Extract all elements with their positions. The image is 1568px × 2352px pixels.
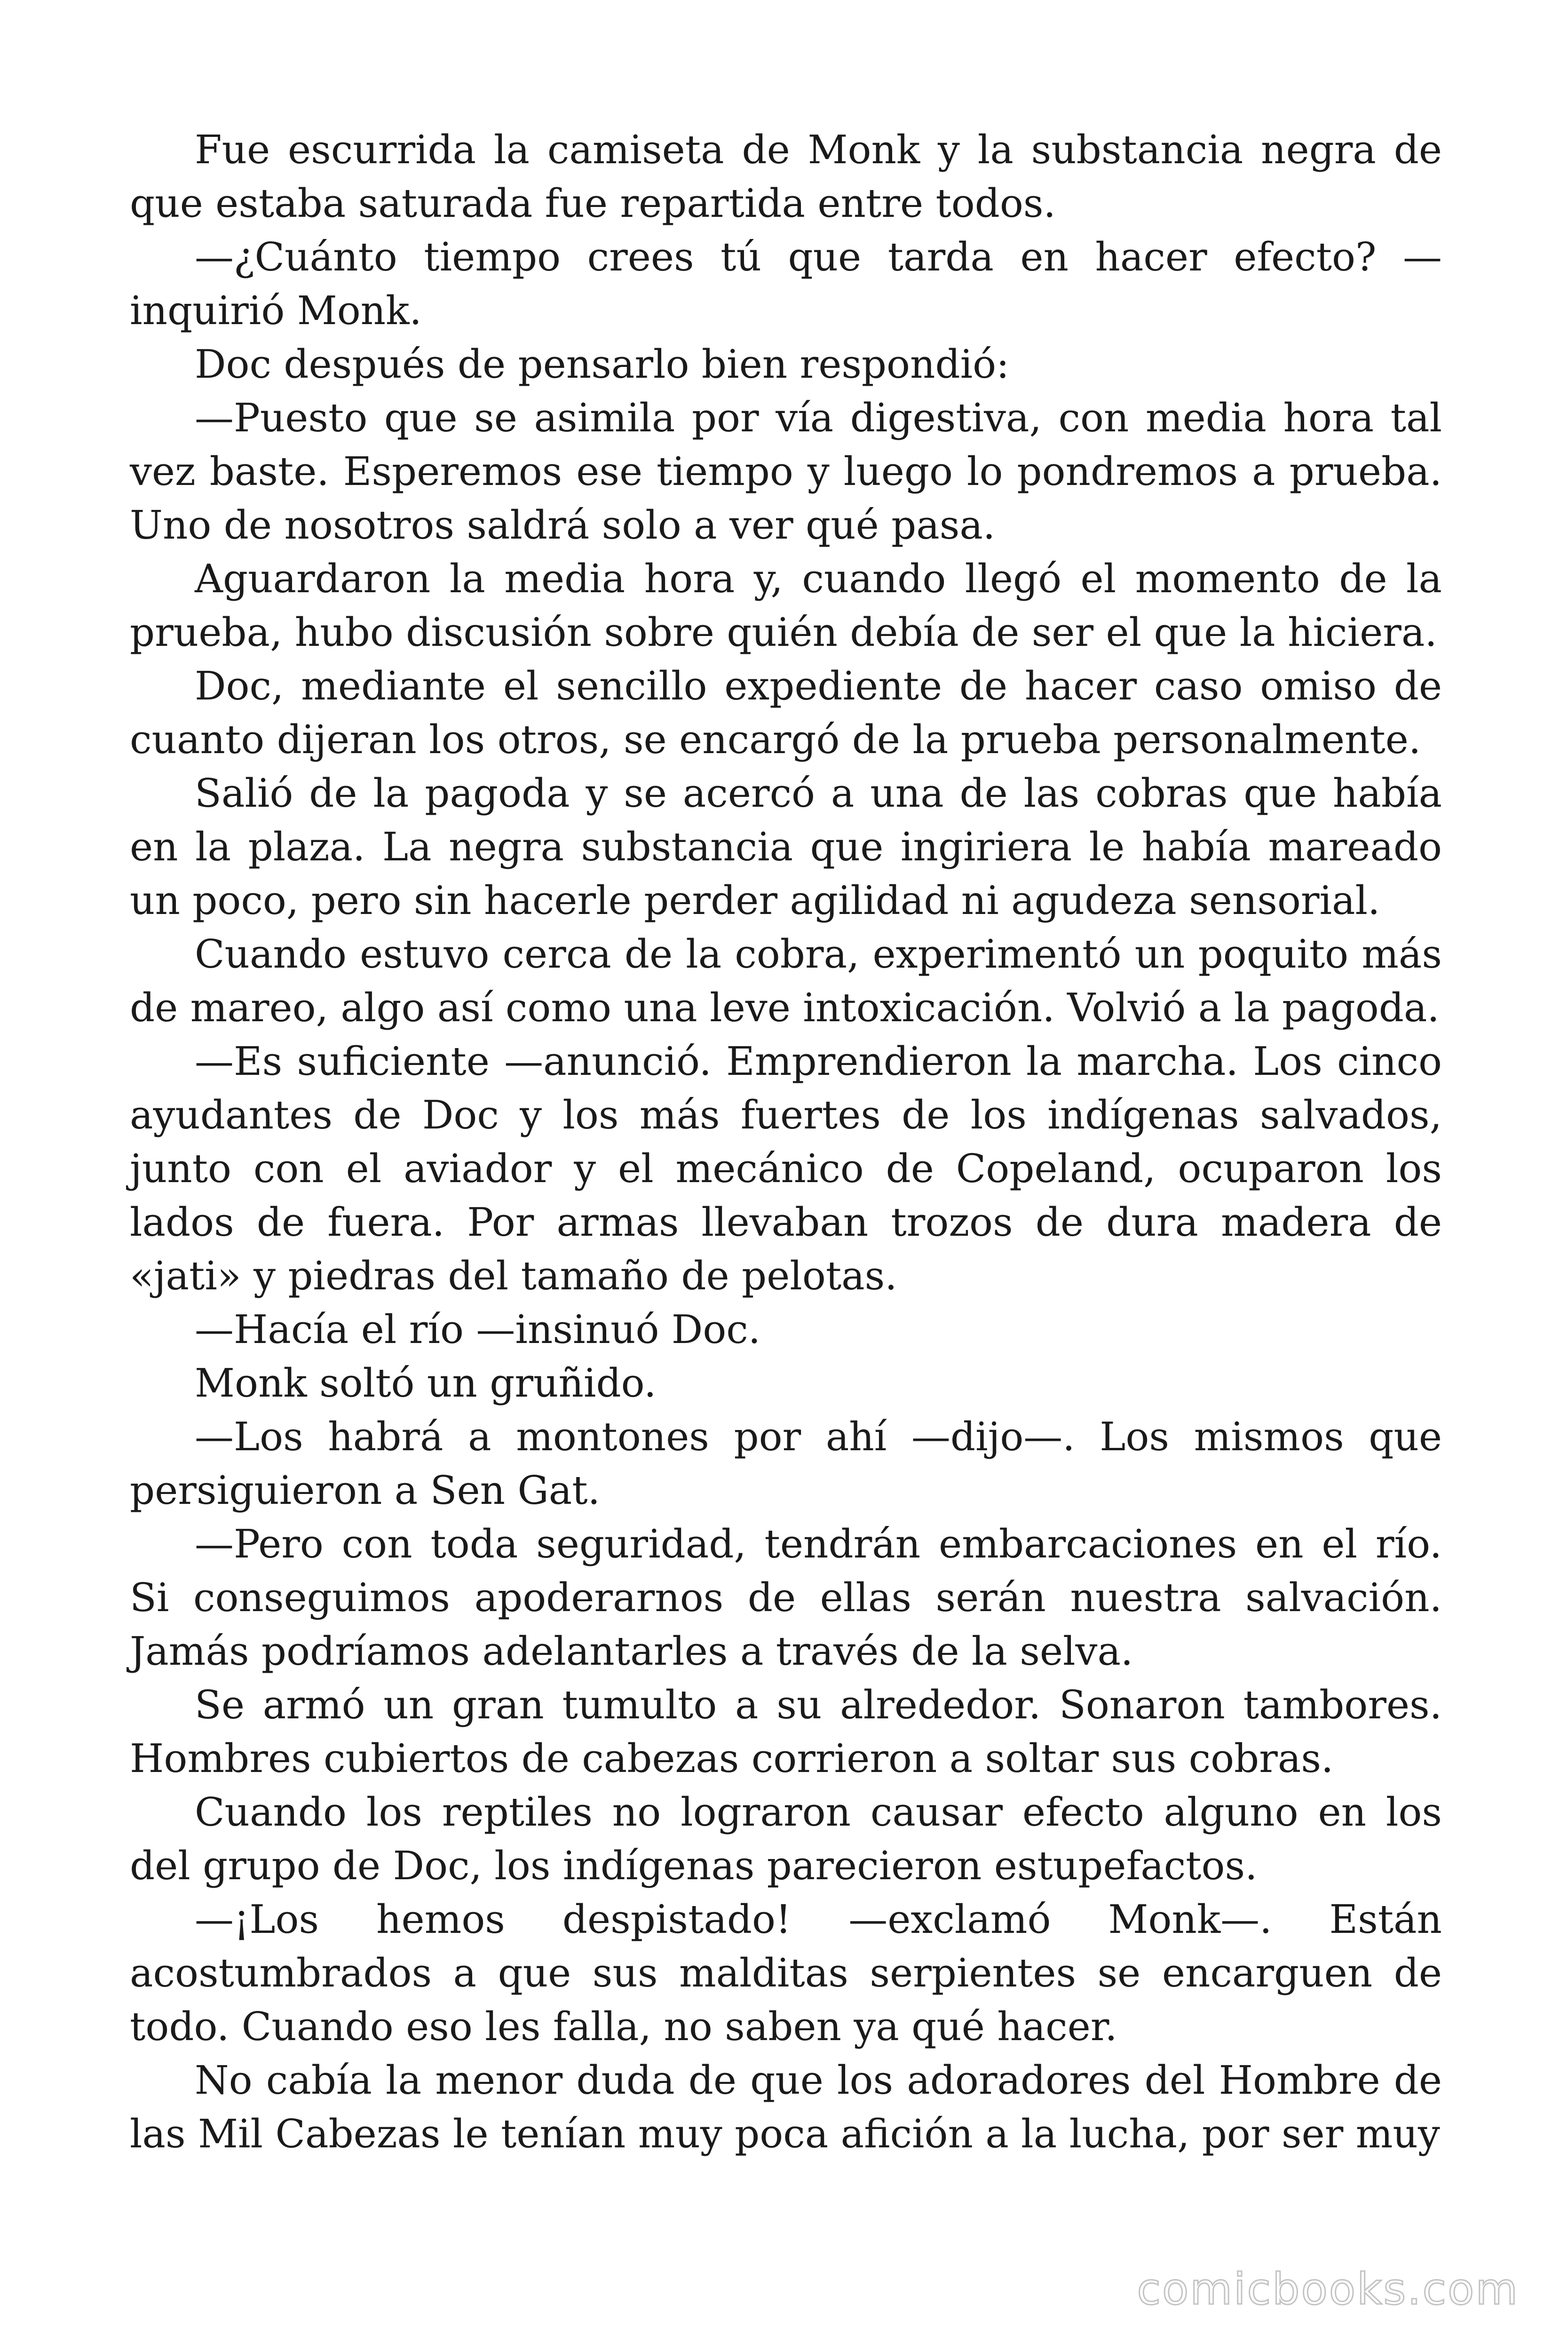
paragraph: —Pero con toda seguridad, tendrán embarcaciones en el río. Si conseguimos apoderarnos de ellas serán nuestra salvación. Jamás podríamos adelantarles a través de la selva.	[130, 1521, 1442, 1674]
paragraph: —Puesto que se asimila por vía digestiva, con media hora tal vez baste. Esperemos ese tiempo y luego lo pondremos a prueba. Uno de nosotros saldrá solo a ver qué pasa.	[130, 395, 1442, 548]
paragraph: —Es suficiente —anunció. Emprendieron la marcha. Los cinco ayudantes de Doc y los más fuertes de los indígenas salvados, junto con el aviador y el mecánico de Copeland, ocuparon los lados de fuera. Por armas llevaban trozos de dura madera de «jati» y piedras del tamaño de pelotas.	[130, 1039, 1442, 1299]
paragraph: Cuando estuvo cerca de la cobra, experimentó un poquito más de mareo, algo así como una leve intoxicación. Volvió a la pagoda.	[130, 931, 1442, 1031]
paragraph: —Hacía el río —insinuó Doc.	[195, 1307, 761, 1352]
paragraph: —¡Los hemos despistado! —exclamó Monk—. Están acostumbrados a que sus malditas serpientes se encarguen de todo. Cuando eso les falla, no saben ya qué hacer.	[130, 1897, 1442, 2050]
paragraph: Aguardaron la media hora y, cuando llegó el momento de la prueba, hubo discusión sobre quién debía de ser el que la hiciera.	[130, 556, 1442, 655]
paragraph: Doc después de pensarlo bien respondió:	[195, 342, 1010, 387]
paragraph: Fue escurrida la camiseta de Monk y la substancia negra de que estaba saturada fue repartida entre todos.	[130, 127, 1442, 226]
paragraph: —¿Cuánto tiempo crees tú que tarda en hacer efecto? —inquirió Monk.	[130, 234, 1442, 334]
paragraph: Salió de la pagoda y se acercó a una de las cobras que había en la plaza. La negra substancia que ingiriera le había mareado un poco, pero sin hacerle perder agilidad ni agudeza sensorial.	[130, 771, 1442, 923]
page-body	[130, 123, 1442, 2161]
paragraph: Monk soltó un gruñido.	[195, 1360, 657, 1406]
paragraph: Cuando los reptiles no lograron causar efecto alguno en los del grupo de Doc, los indígenas parecieron estupefactos.	[130, 1789, 1442, 1889]
paragraph: —Los habrá a montones por ahí —dijo—. Los mismos que persiguieron a Sen Gat.	[130, 1414, 1442, 1513]
paragraph: No cabía la menor duda de que los adoradores del Hombre de las Mil Cabezas le tenían muy poca afición a la lucha, por ser muy	[130, 2058, 1442, 2157]
paragraph: Doc, mediante el sencillo expediente de hacer caso omiso de cuanto dijeran los otros, se encargó de la prueba personalmente.	[130, 663, 1442, 763]
watermark: comicbooks.com	[1137, 2264, 1519, 2314]
paragraph: Se armó un gran tumulto a su alrededor. Sonaron tambores. Hombres cubiertos de cabezas corrieron a soltar sus cobras.	[130, 1682, 1442, 1781]
